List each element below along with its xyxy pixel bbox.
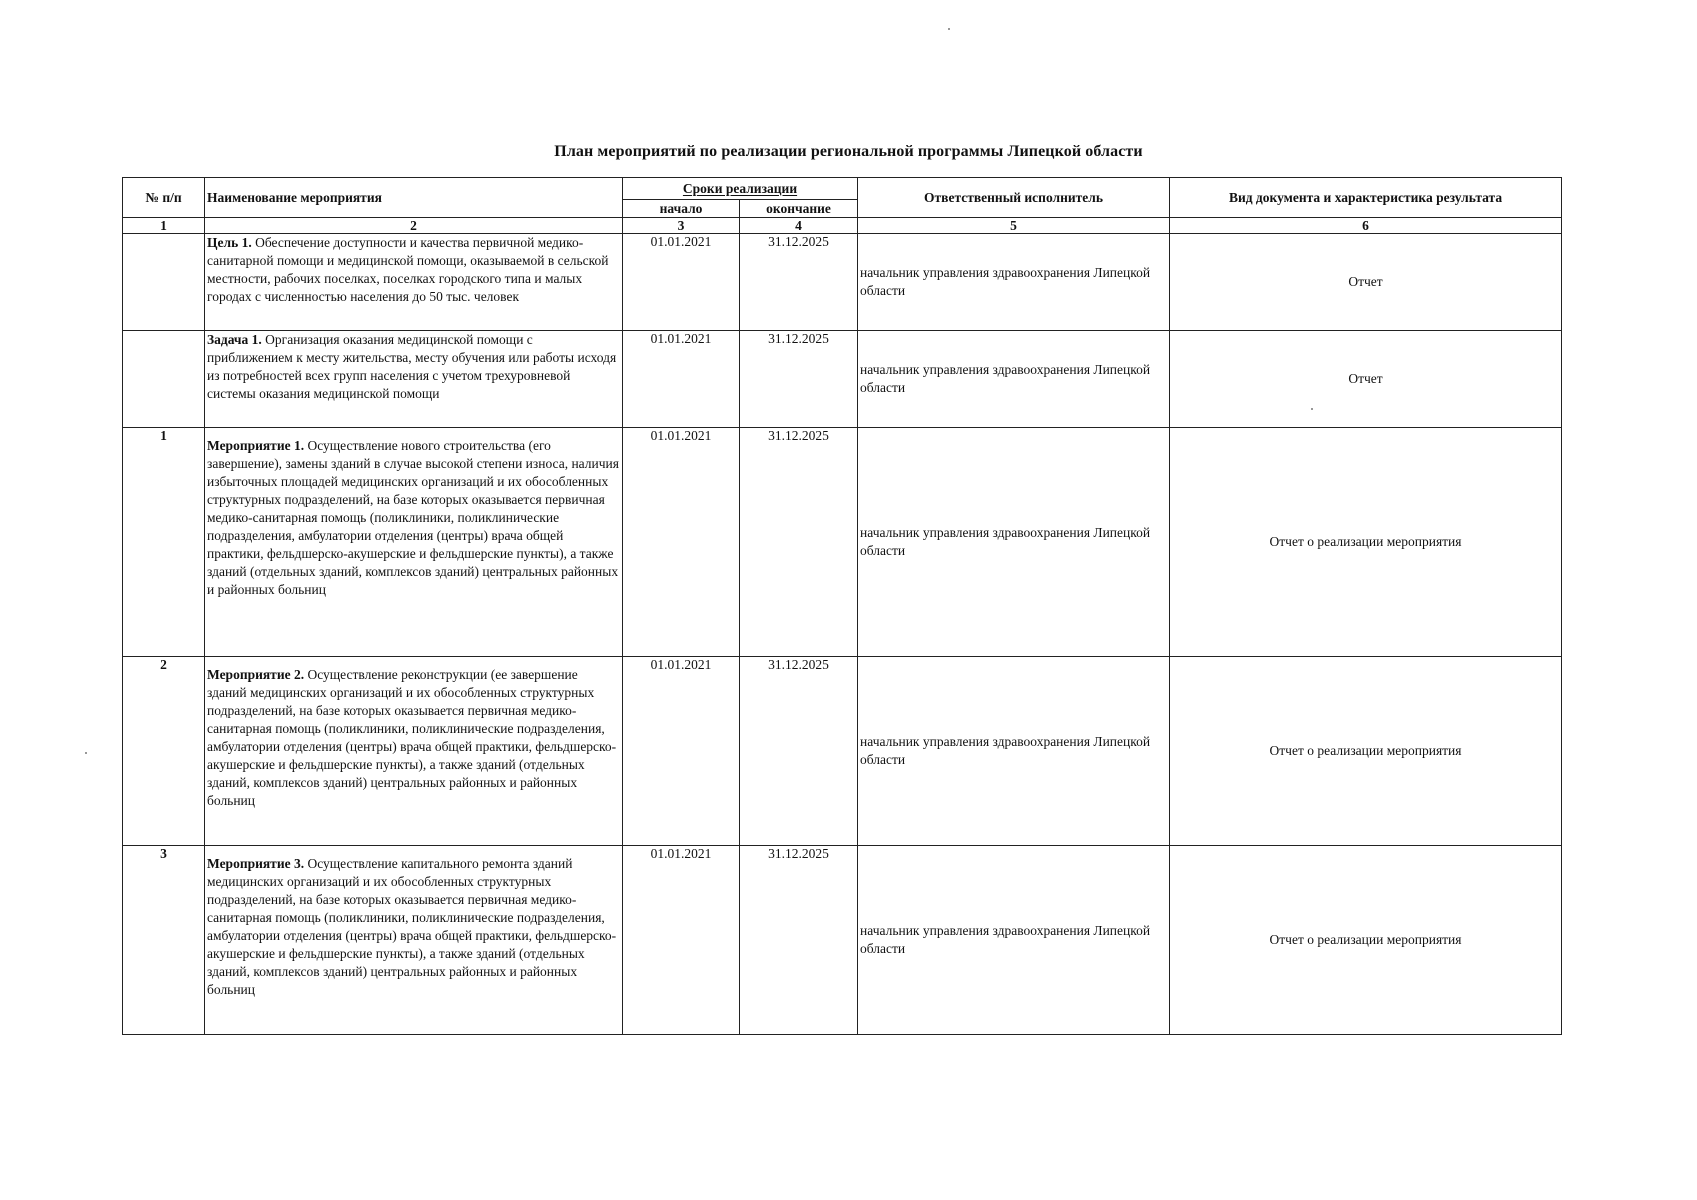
plan-table [122, 177, 1562, 1035]
row-result: Отчет [1170, 331, 1562, 428]
column-number: 2 [205, 218, 623, 234]
row-name [205, 657, 623, 846]
row-name-prefix: Задача 1. [207, 332, 262, 347]
column-number: 6 [1170, 218, 1562, 234]
row-number: 3 [123, 846, 205, 1035]
header-num: № п/п [123, 178, 205, 218]
row-result: Отчет о реализации мероприятия [1170, 846, 1562, 1035]
table-row [123, 234, 1562, 331]
row-name-text: Организация оказания медицинской помощи с приближением к месту жительства, месту обучения или работы исходя из потребностей всех групп населения с учетом трехуровневой системы оказания медицинской помощи [207, 332, 617, 401]
header-terms: Сроки реализации [623, 178, 858, 200]
row-start-date: 01.01.2021 [623, 846, 740, 1035]
row-name-text: Обеспечение доступности и качества первичной медико-санитарной помощи и медицинской помощи, оказываемой в сельской местности, рабочих поселках, поселках городского типа и малых городах с численностью населения до 50 тыс. человек [207, 235, 609, 304]
row-end-date: 31.12.2025 [740, 428, 858, 657]
table-row [123, 657, 1562, 846]
row-number: 2 [123, 657, 205, 846]
scan-speck [85, 752, 87, 754]
row-name-prefix: Мероприятие 1. [207, 438, 305, 453]
column-number-row [123, 218, 1562, 234]
row-result: Отчет о реализации мероприятия [1170, 657, 1562, 846]
column-number: 5 [858, 218, 1170, 234]
row-name [205, 331, 623, 428]
scan-speck [1311, 408, 1313, 410]
row-number [123, 331, 205, 428]
row-end-date: 31.12.2025 [740, 331, 858, 428]
header-result: Вид документа и характеристика результата [1170, 178, 1562, 218]
row-number [123, 234, 205, 331]
table-row [123, 846, 1562, 1035]
row-start-date: 01.01.2021 [623, 331, 740, 428]
row-start-date: 01.01.2021 [623, 428, 740, 657]
row-end-date: 31.12.2025 [740, 846, 858, 1035]
table-row [123, 331, 1562, 428]
row-name [205, 428, 623, 657]
header-start: начало [623, 200, 740, 218]
row-name-text: Осуществление нового строительства (его завершение), замены зданий в случае высокой степени износа, наличия избыточных площадей медицинских организаций и их обособленных структурных подразделений, на базе которых оказывается первичная медико-санитарная помощь (поликлиники, поликлинические подразделения, амбулатории отделения (центры) врача общей практики, фельдшерско-акушерские и фельдшерские пункты), а также зданий (отдельных зданий, комплексов зданий) центральных районных и районных больниц [207, 438, 619, 597]
row-name-prefix: Мероприятие 3. [207, 856, 305, 871]
column-number: 1 [123, 218, 205, 234]
row-name-prefix: Цель 1. [207, 235, 252, 250]
column-number: 4 [740, 218, 858, 234]
row-executor: начальник управления здравоохранения Липецкой области [858, 234, 1170, 331]
row-result: Отчет о реализации мероприятия [1170, 428, 1562, 657]
table-row [123, 428, 1562, 657]
row-start-date: 01.01.2021 [623, 234, 740, 331]
row-name-prefix: Мероприятие 2. [207, 667, 305, 682]
row-name-text: Осуществление реконструкции (ее завершение зданий медицинских организаций и их обособленных структурных подразделений, на базе которых оказывается первичная медико-санитарная помощь (поликлиники, поликлинические подразделения, амбулатории отделения (центры) врача общей практики, фельдшерско-акушерские и фельдшерские пункты), а также зданий (отдельных зданий, комплексов зданий) центральных районных и районных больниц [207, 667, 617, 808]
column-number: 3 [623, 218, 740, 234]
page-title: План мероприятий по реализации региональной программы Липецкой области [554, 143, 1143, 160]
row-executor: начальник управления здравоохранения Липецкой области [858, 846, 1170, 1035]
header-end: окончание [740, 200, 858, 218]
row-executor: начальник управления здравоохранения Липецкой области [858, 331, 1170, 428]
row-name-text: Осуществление капитального ремонта зданий медицинских организаций и их обособленных структурных подразделений, на базе которых оказывается первичная медико-санитарная помощь (поликлиники, поликлинические подразделения, амбулатории отделения (центры) врача общей практики, фельдшерско-акушерские и фельдшерские пункты), а также зданий (отдельных зданий, комплексов зданий) центральных районных и районных больниц [207, 856, 617, 997]
row-number: 1 [123, 428, 205, 657]
row-end-date: 31.12.2025 [740, 657, 858, 846]
row-executor: начальник управления здравоохранения Липецкой области [858, 428, 1170, 657]
header-name: Наименование мероприятия [205, 178, 623, 218]
scan-speck [948, 28, 950, 30]
row-name [205, 846, 623, 1035]
row-start-date: 01.01.2021 [623, 657, 740, 846]
row-executor: начальник управления здравоохранения Липецкой области [858, 657, 1170, 846]
row-end-date: 31.12.2025 [740, 234, 858, 331]
header-executor: Ответственный исполнитель [858, 178, 1170, 218]
row-result: Отчет [1170, 234, 1562, 331]
row-name [205, 234, 623, 331]
